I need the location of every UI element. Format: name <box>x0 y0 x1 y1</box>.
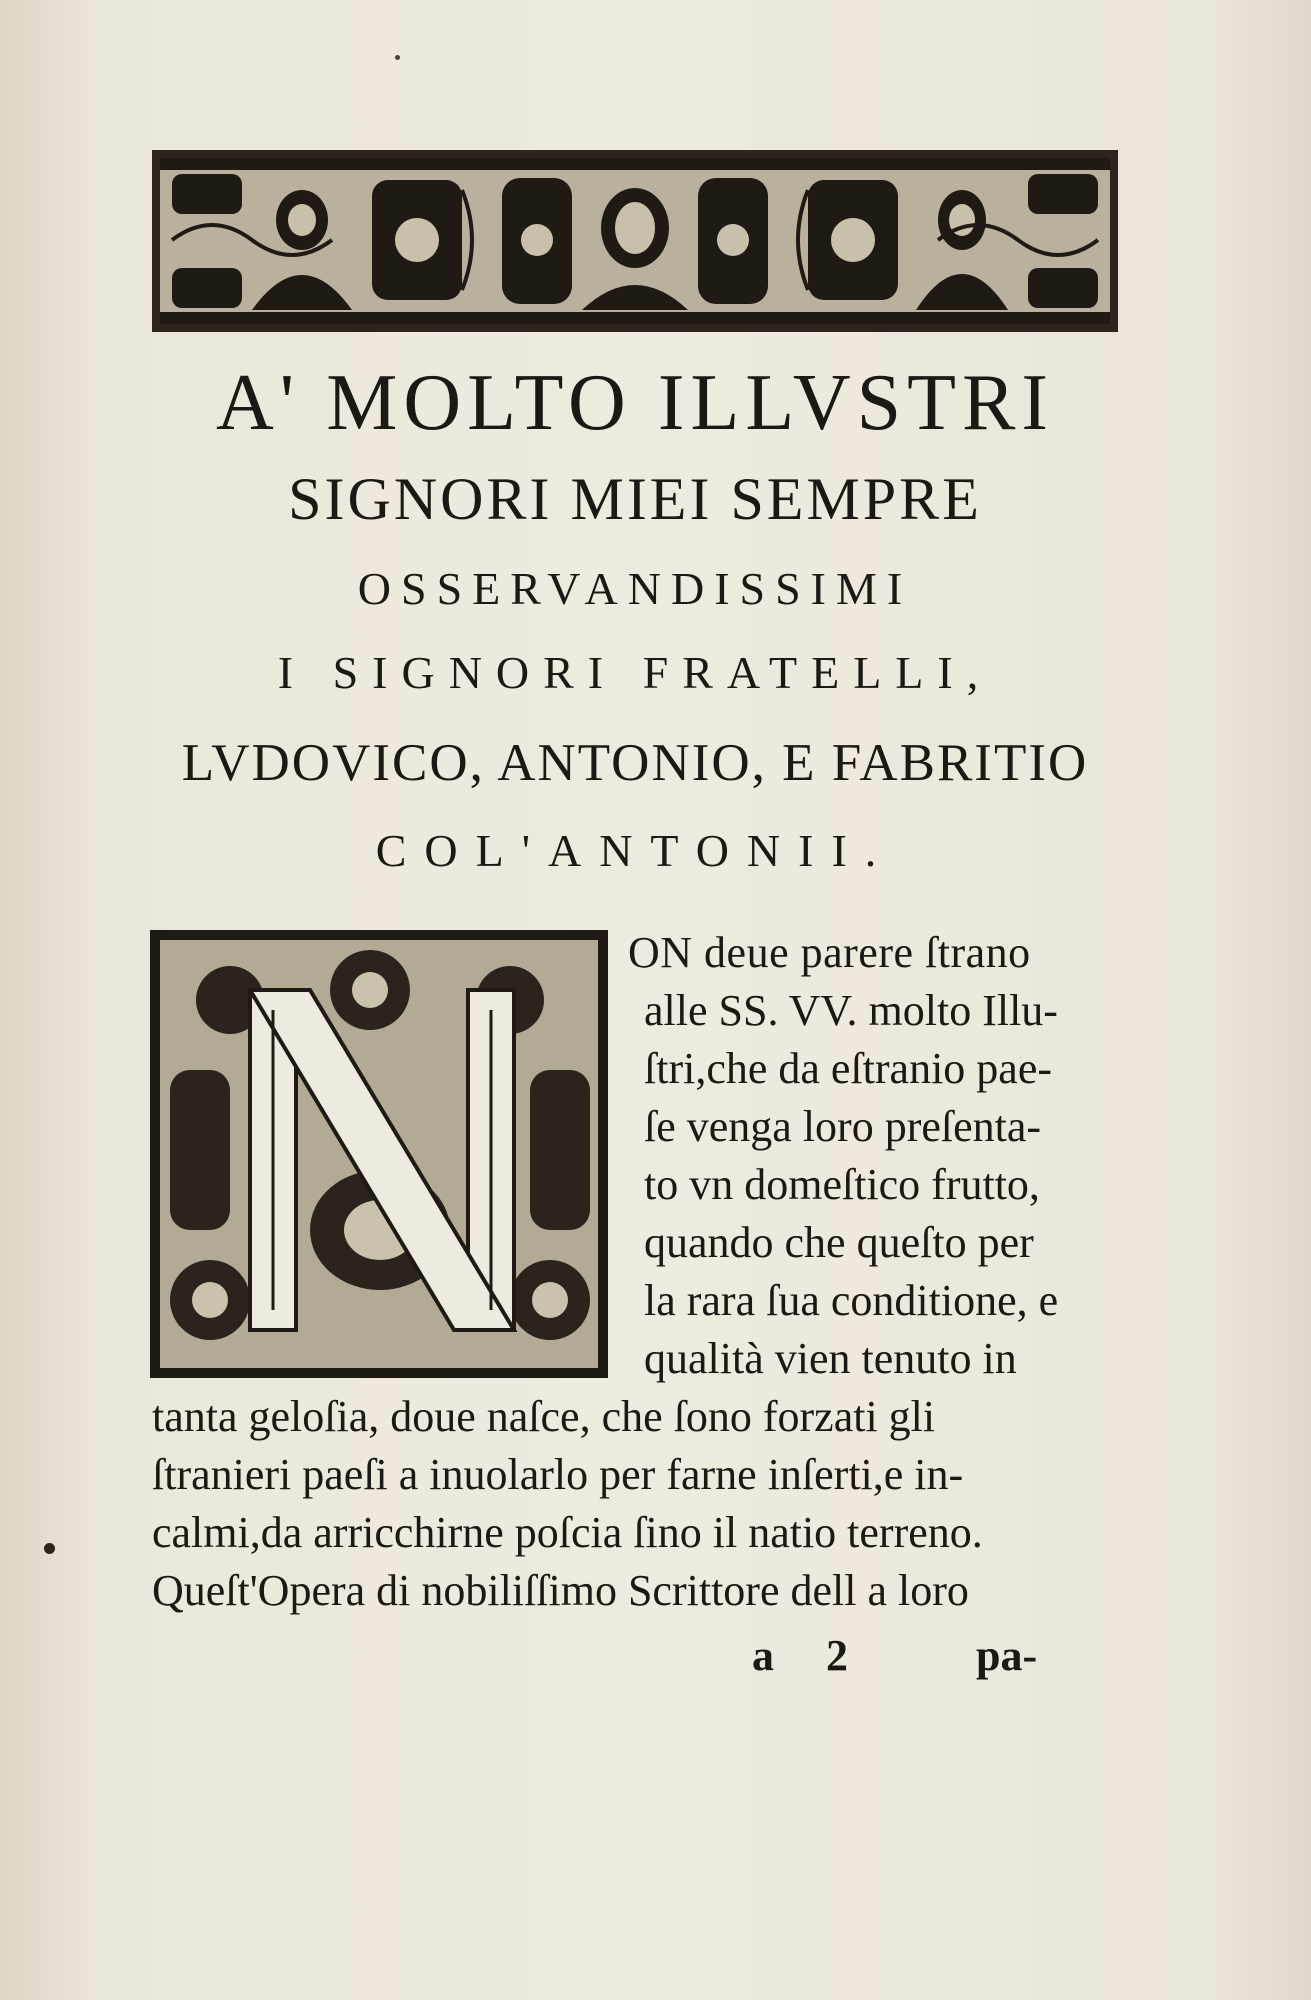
text-line: Queſt'Opera di nobiliſſimo Scrittore dell a loro <box>152 1566 969 1615</box>
dedication-title-line-1: A' MOLTO ILLVSTRI <box>216 359 1054 447</box>
text-line: ON deue parere ſtrano <box>628 928 1031 977</box>
signature-mark-letter: a <box>752 1631 774 1680</box>
decorated-initial-n-icon <box>150 930 608 1378</box>
text-line: la rara ſua conditione, e <box>644 1276 1059 1325</box>
dedication-title-line-4: I SIGNORI FRATELLI, <box>277 647 993 698</box>
dedication-title-line-6: COL'ANTONII. <box>375 825 895 876</box>
text-line: to vn domeſtico frutto, <box>644 1160 1040 1209</box>
woodcut-headpiece-icon <box>152 150 1118 332</box>
ink-speck <box>44 1543 55 1554</box>
signature-mark-number: 2 <box>826 1631 848 1680</box>
text-line: ſtranieri paeſi a inuolarlo per farne inſerti,e in- <box>152 1450 964 1499</box>
ink-speck <box>395 55 400 60</box>
text-line: quando che queſto per <box>644 1218 1034 1267</box>
text-line: tanta geloſia, doue naſce, che ſono forzati gli <box>152 1392 936 1441</box>
dedication-title-line-3: OSSERVANDISSIMI <box>357 563 913 614</box>
dedication-title-line-5: LVDOVICO, ANTONIO, E FABRITIO <box>181 734 1089 792</box>
text-line: alle SS. VV. molto Illu- <box>644 986 1058 1035</box>
text-line: qualità vien tenuto in <box>644 1334 1017 1383</box>
text-line: ſtri,che da eſtranio pae- <box>644 1044 1053 1093</box>
dedication-title-line-2: SIGNORI MIEI SEMPRE <box>288 466 982 532</box>
catchword: pa- <box>976 1631 1038 1680</box>
text-line: calmi,da arricchirne poſcia ſino il natio terreno. <box>152 1508 983 1557</box>
text-line: ſe venga loro preſenta- <box>644 1102 1042 1151</box>
